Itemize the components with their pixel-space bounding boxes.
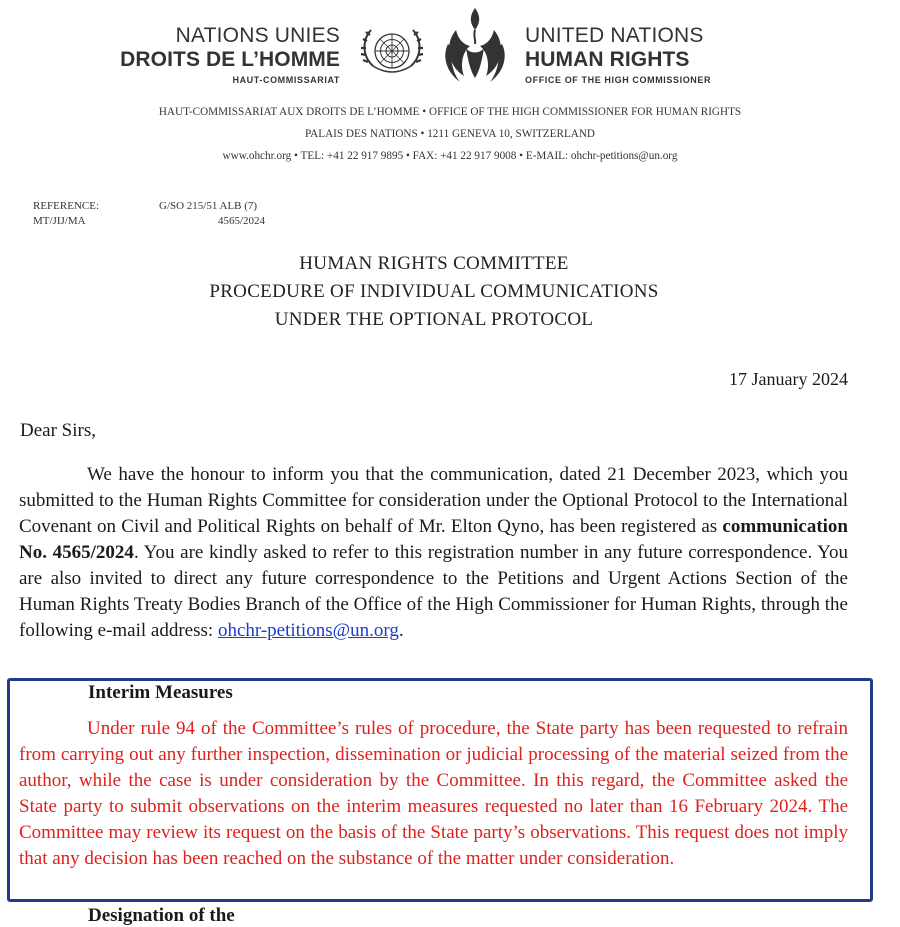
en-line2: HUMAN RIGHTS: [525, 48, 690, 71]
reference-label: REFERENCE:: [33, 200, 100, 212]
next-section-heading: Designation of the: [88, 905, 235, 926]
body-text-2: . You are kindly asked to refer to this registration number in any future correspondence. You are also invited to direct any future correspondence to the Petitions and Urgent Actions Section of the Human Rights Treaty Bodies Branch of the Office of the High Commissioner for Human Rights, through the following e-mail address:: [19, 542, 849, 641]
letterhead: [0, 0, 900, 95]
reference-initials: MT/JIJ/MA: [33, 215, 86, 227]
body-text-3: .: [398, 620, 404, 641]
org-name-english: [525, 24, 711, 85]
title-line2: PROCEDURE OF INDIVIDUAL COMMUNICATIONS: [209, 281, 659, 302]
interim-measures-heading: Interim Measures: [88, 682, 233, 703]
fr-line3: HAUT-COMMISSARIAT: [232, 75, 340, 85]
title-line3: UNDER THE OPTIONAL PROTOCOL: [274, 309, 594, 330]
fr-line1: NATIONS UNIES: [175, 24, 340, 47]
title-line1: HUMAN RIGHTS COMMITTEE: [299, 253, 569, 274]
letter-date: 17 January 2024: [729, 369, 848, 389]
address-line1: HAUT-COMMISSARIAT AUX DROITS DE L’HOMME • OFFICE OF THE HIGH COMMISSIONER FOR HUMAN RIGHTS: [158, 106, 742, 118]
interim-measures-text: [19, 716, 848, 872]
email-link[interactable]: ohchr-petitions@un.org: [217, 620, 399, 641]
reference-code: G/SO 215/51 ALB (7): [159, 200, 258, 212]
en-line3: OFFICE OF THE HIGH COMMISSIONER: [525, 75, 712, 85]
en-line1: UNITED NATIONS: [525, 24, 704, 47]
interim-measures-body: Under rule 94 of the Committee’s rules of procedure, the State party has been requested to refrain from carrying out any further inspection, dissemination or judicial processing of the material seized from the author, while the case is under consideration by the Committee. In this regard, the Committee asked the State party to submit observations on the interim measures requested no later than 16 February 2024. The Committee may review its request on the basis of the State party’s observations. This request does not imply that any decision has been reached on the substance of the matter under consideration.: [19, 718, 848, 869]
reference-number: 4565/2024: [218, 215, 266, 227]
body-text-1: We have the honour to inform you that the communication, dated 21 December 2023, which you submitted to the Human Rights Committee for consideration under the Optional Protocol to the International Covenant on Civil and Political Rights on behalf of Mr. Elton Qyno, has been registered as: [19, 464, 848, 537]
address-line2: PALAIS DES NATIONS • 1211 GENEVA 10, SWITZERLAND: [304, 128, 596, 140]
address-line3: www.ohchr.org • TEL: +41 22 917 9895 • FAX: +41 22 917 9008 • E-MAIL: ohchr-petitions@un.org: [222, 150, 678, 162]
communication-number: communication No. 4565/2024: [19, 516, 848, 563]
org-name-french: [120, 24, 340, 85]
body-paragraph: [19, 462, 848, 644]
salutation: Dear Sirs,: [20, 420, 96, 441]
human-rights-emblem-icon: [440, 4, 510, 86]
un-emblem-icon: [358, 22, 426, 80]
fr-line2: DROITS DE L’HOMME: [120, 48, 340, 71]
